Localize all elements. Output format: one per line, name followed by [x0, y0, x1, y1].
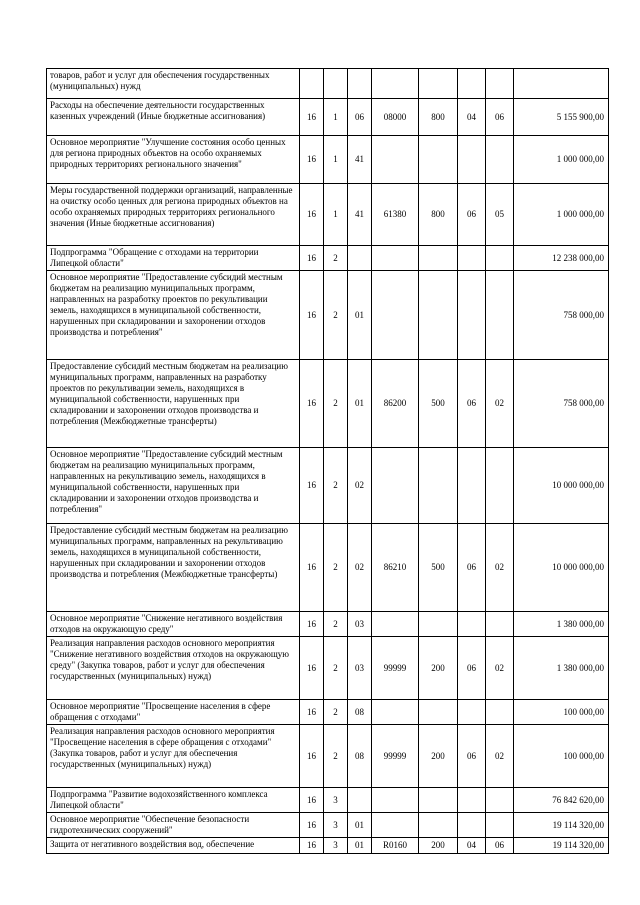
- table-row: [47, 246, 609, 271]
- subprogram-code-cell: 2: [324, 360, 348, 448]
- subprogram-code-cell: 3: [324, 838, 348, 854]
- table-row: [47, 99, 609, 136]
- subsection-cell: [486, 788, 514, 813]
- budget-code-cell: 16: [300, 838, 324, 854]
- expense-type-cell: 800: [419, 99, 458, 136]
- amount-cell: 758 000,00: [514, 271, 609, 360]
- activity-code-cell: 03: [348, 637, 372, 700]
- amount-cell: 1 000 000,00: [514, 136, 609, 184]
- budget-code-cell: 16: [300, 246, 324, 271]
- subsection-cell: [486, 136, 514, 184]
- budget-code-cell: 16: [300, 637, 324, 700]
- budget-code-cell: 16: [300, 184, 324, 246]
- activity-code-cell: 41: [348, 136, 372, 184]
- subprogram-code-cell: 2: [324, 271, 348, 360]
- activity-code-cell: 01: [348, 813, 372, 838]
- subsection-cell: [486, 69, 514, 99]
- expense-name-cell: Основное мероприятие "Предоставление субсидий местным бюджетам на реализацию муниципальных программ, направленных на разработку проектов по рекультивации земель, находящихся в муниципальной собственности, нарушенных при складировании и захоронении отходов производства и потребления": [47, 271, 300, 360]
- expense-name-cell: Предоставление субсидий местным бюджетам на реализацию муниципальных программ, направленных на рекультивацию земель, находящихся в муниципальной собственности, нарушенных при складировании и захоронении отходов производства и потребления (Межбюджетные трансферты): [47, 524, 300, 612]
- expense-type-cell: [419, 700, 458, 725]
- budget-code-cell: 16: [300, 612, 324, 637]
- expense-name-cell: Основное мероприятие "Просвещение населения в сфере обращения с отходами": [47, 700, 300, 725]
- amount-cell: 100 000,00: [514, 700, 609, 725]
- amount-cell: 1 000 000,00: [514, 184, 609, 246]
- amount-cell: 12 238 000,00: [514, 246, 609, 271]
- section-cell: [458, 700, 486, 725]
- expense-type-cell: [419, 246, 458, 271]
- table-row: [47, 524, 609, 612]
- direction-code-cell: 86200: [372, 360, 419, 448]
- expense-name-cell: Основное мероприятие "Улучшение состояния особо ценных для региона природных объектов на особо охраняемых природных территориях регионального значения": [47, 136, 300, 184]
- table-row: [47, 136, 609, 184]
- subsection-cell: 06: [486, 838, 514, 854]
- subsection-cell: 02: [486, 524, 514, 612]
- expense-type-cell: [419, 788, 458, 813]
- activity-code-cell: 01: [348, 360, 372, 448]
- subprogram-code-cell: 3: [324, 813, 348, 838]
- subprogram-code-cell: 1: [324, 184, 348, 246]
- direction-code-cell: [372, 271, 419, 360]
- amount-cell: 1 380 000,00: [514, 637, 609, 700]
- table-row: [47, 725, 609, 788]
- table-row: [47, 637, 609, 700]
- table-row: [47, 360, 609, 448]
- expense-name-cell: Предоставление субсидий местным бюджетам на реализацию муниципальных программ, направленных на разработку проектов по рекультивации земель, находящихся в муниципальной собственности, нарушенных при складировании и захоронении отходов производства и потребления (Межбюджетные трансферты): [47, 360, 300, 448]
- expense-name-cell: Реализация направления расходов основного мероприятия "Просвещение населения в сфере обращения с отходами" (Закупка товаров, работ и услуг для обеспечения государственных (муниципальных) нужд): [47, 725, 300, 788]
- expense-type-cell: 200: [419, 637, 458, 700]
- activity-code-cell: 08: [348, 725, 372, 788]
- amount-cell: 758 000,00: [514, 360, 609, 448]
- section-cell: [458, 246, 486, 271]
- expense-name-cell: Подпрограмма "Обращение с отходами на территории Липецкой области": [47, 246, 300, 271]
- expense-name-cell: Меры государственной поддержки организаций, направленные на очистку особо ценных для региона природных объектов на особо охраняемых природных территориях регионального значения (Иные бюджетные ассигнования): [47, 184, 300, 246]
- amount-cell: 100 000,00: [514, 725, 609, 788]
- subprogram-code-cell: 2: [324, 637, 348, 700]
- subsection-cell: [486, 246, 514, 271]
- amount-cell: 5 155 900,00: [514, 99, 609, 136]
- activity-code-cell: 41: [348, 184, 372, 246]
- subsection-cell: 02: [486, 360, 514, 448]
- section-cell: [458, 136, 486, 184]
- section-cell: 06: [458, 184, 486, 246]
- amount-cell: 10 000 000,00: [514, 524, 609, 612]
- direction-code-cell: 86210: [372, 524, 419, 612]
- budget-code-cell: 16: [300, 524, 324, 612]
- subsection-cell: 06: [486, 99, 514, 136]
- table-row: [47, 788, 609, 813]
- expense-name-cell: Основное мероприятие "Предоставление субсидий местным бюджетам на реализацию муниципальных программ, направленных на рекультивацию земель, находящихся в муниципальной собственности, нарушенных при складировании и захоронении отходов производства и потребления": [47, 448, 300, 524]
- direction-code-cell: 99999: [372, 725, 419, 788]
- activity-code-cell: 01: [348, 271, 372, 360]
- section-cell: 06: [458, 725, 486, 788]
- section-cell: [458, 612, 486, 637]
- budget-code-cell: 16: [300, 99, 324, 136]
- activity-code-cell: 08: [348, 700, 372, 725]
- section-cell: [458, 448, 486, 524]
- budget-table-page: [46, 68, 608, 854]
- subsection-cell: [486, 612, 514, 637]
- budget-table: [46, 68, 609, 854]
- table-row: [47, 700, 609, 725]
- section-cell: 06: [458, 637, 486, 700]
- section-cell: [458, 271, 486, 360]
- expense-type-cell: [419, 813, 458, 838]
- subprogram-code-cell: [324, 69, 348, 99]
- expense-name-cell: Подпрограмма "Развитие водохозяйственного комплекса Липецкой области": [47, 788, 300, 813]
- budget-code-cell: 16: [300, 788, 324, 813]
- expense-type-cell: [419, 136, 458, 184]
- activity-code-cell: 03: [348, 612, 372, 637]
- table-row: [47, 69, 609, 99]
- expense-type-cell: [419, 271, 458, 360]
- table-row: [47, 448, 609, 524]
- section-cell: 04: [458, 99, 486, 136]
- expense-name-cell: Основное мероприятие "Обеспечение безопасности гидротехнических сооружений": [47, 813, 300, 838]
- expense-type-cell: [419, 612, 458, 637]
- section-cell: 06: [458, 524, 486, 612]
- subsection-cell: 02: [486, 637, 514, 700]
- subsection-cell: [486, 700, 514, 725]
- expense-type-cell: [419, 69, 458, 99]
- subsection-cell: 05: [486, 184, 514, 246]
- direction-code-cell: [372, 136, 419, 184]
- amount-cell: [514, 69, 609, 99]
- section-cell: [458, 788, 486, 813]
- subprogram-code-cell: 2: [324, 725, 348, 788]
- expense-name-cell: Расходы на обеспечение деятельности государственных казенных учреждений (Иные бюджетные ассигнования): [47, 99, 300, 136]
- expense-type-cell: 800: [419, 184, 458, 246]
- direction-code-cell: [372, 788, 419, 813]
- amount-cell: 19 114 320,00: [514, 838, 609, 854]
- section-cell: 06: [458, 360, 486, 448]
- subprogram-code-cell: 2: [324, 448, 348, 524]
- direction-code-cell: 08000: [372, 99, 419, 136]
- amount-cell: 19 114 320,00: [514, 813, 609, 838]
- subprogram-code-cell: 1: [324, 99, 348, 136]
- subsection-cell: 02: [486, 725, 514, 788]
- amount-cell: 76 842 620,00: [514, 788, 609, 813]
- table-row: [47, 612, 609, 637]
- expense-type-cell: 200: [419, 838, 458, 854]
- budget-code-cell: 16: [300, 136, 324, 184]
- table-row: [47, 184, 609, 246]
- budget-code-cell: 16: [300, 725, 324, 788]
- subprogram-code-cell: 2: [324, 524, 348, 612]
- budget-code-cell: 16: [300, 271, 324, 360]
- subprogram-code-cell: 2: [324, 246, 348, 271]
- activity-code-cell: 02: [348, 524, 372, 612]
- table-row: [47, 271, 609, 360]
- budget-code-cell: 16: [300, 360, 324, 448]
- budget-code-cell: [300, 69, 324, 99]
- direction-code-cell: [372, 246, 419, 271]
- section-cell: [458, 69, 486, 99]
- subprogram-code-cell: 2: [324, 612, 348, 637]
- amount-cell: 1 380 000,00: [514, 612, 609, 637]
- activity-code-cell: [348, 69, 372, 99]
- direction-code-cell: [372, 69, 419, 99]
- subsection-cell: [486, 448, 514, 524]
- amount-cell: 10 000 000,00: [514, 448, 609, 524]
- expense-type-cell: 500: [419, 360, 458, 448]
- direction-code-cell: [372, 448, 419, 524]
- table-row: [47, 813, 609, 838]
- budget-code-cell: 16: [300, 813, 324, 838]
- direction-code-cell: 99999: [372, 637, 419, 700]
- expense-type-cell: 500: [419, 524, 458, 612]
- activity-code-cell: 01: [348, 838, 372, 854]
- subprogram-code-cell: 3: [324, 788, 348, 813]
- expense-name-cell: товаров, работ и услуг для обеспечения государственных (муниципальных) нужд: [47, 69, 300, 99]
- direction-code-cell: R0160: [372, 838, 419, 854]
- activity-code-cell: 06: [348, 99, 372, 136]
- subsection-cell: [486, 271, 514, 360]
- activity-code-cell: [348, 788, 372, 813]
- activity-code-cell: 02: [348, 448, 372, 524]
- budget-code-cell: 16: [300, 700, 324, 725]
- direction-code-cell: [372, 612, 419, 637]
- table-row: [47, 838, 609, 854]
- expense-name-cell: Защита от негативного воздействия вод, обеспечение: [47, 838, 300, 854]
- subsection-cell: [486, 813, 514, 838]
- direction-code-cell: 61380: [372, 184, 419, 246]
- direction-code-cell: [372, 700, 419, 725]
- expense-name-cell: Реализация направления расходов основного мероприятия "Снижение негативного воздействия отходов на окружающую среду" (Закупка товаров, работ и услуг для обеспечения государственных (муниципальных) нужд): [47, 637, 300, 700]
- direction-code-cell: [372, 813, 419, 838]
- subprogram-code-cell: 2: [324, 700, 348, 725]
- expense-type-cell: 200: [419, 725, 458, 788]
- budget-code-cell: 16: [300, 448, 324, 524]
- section-cell: 04: [458, 838, 486, 854]
- expense-type-cell: [419, 448, 458, 524]
- section-cell: [458, 813, 486, 838]
- activity-code-cell: [348, 246, 372, 271]
- subprogram-code-cell: 1: [324, 136, 348, 184]
- expense-name-cell: Основное мероприятие "Снижение негативного воздействия отходов на окружающую среду": [47, 612, 300, 637]
